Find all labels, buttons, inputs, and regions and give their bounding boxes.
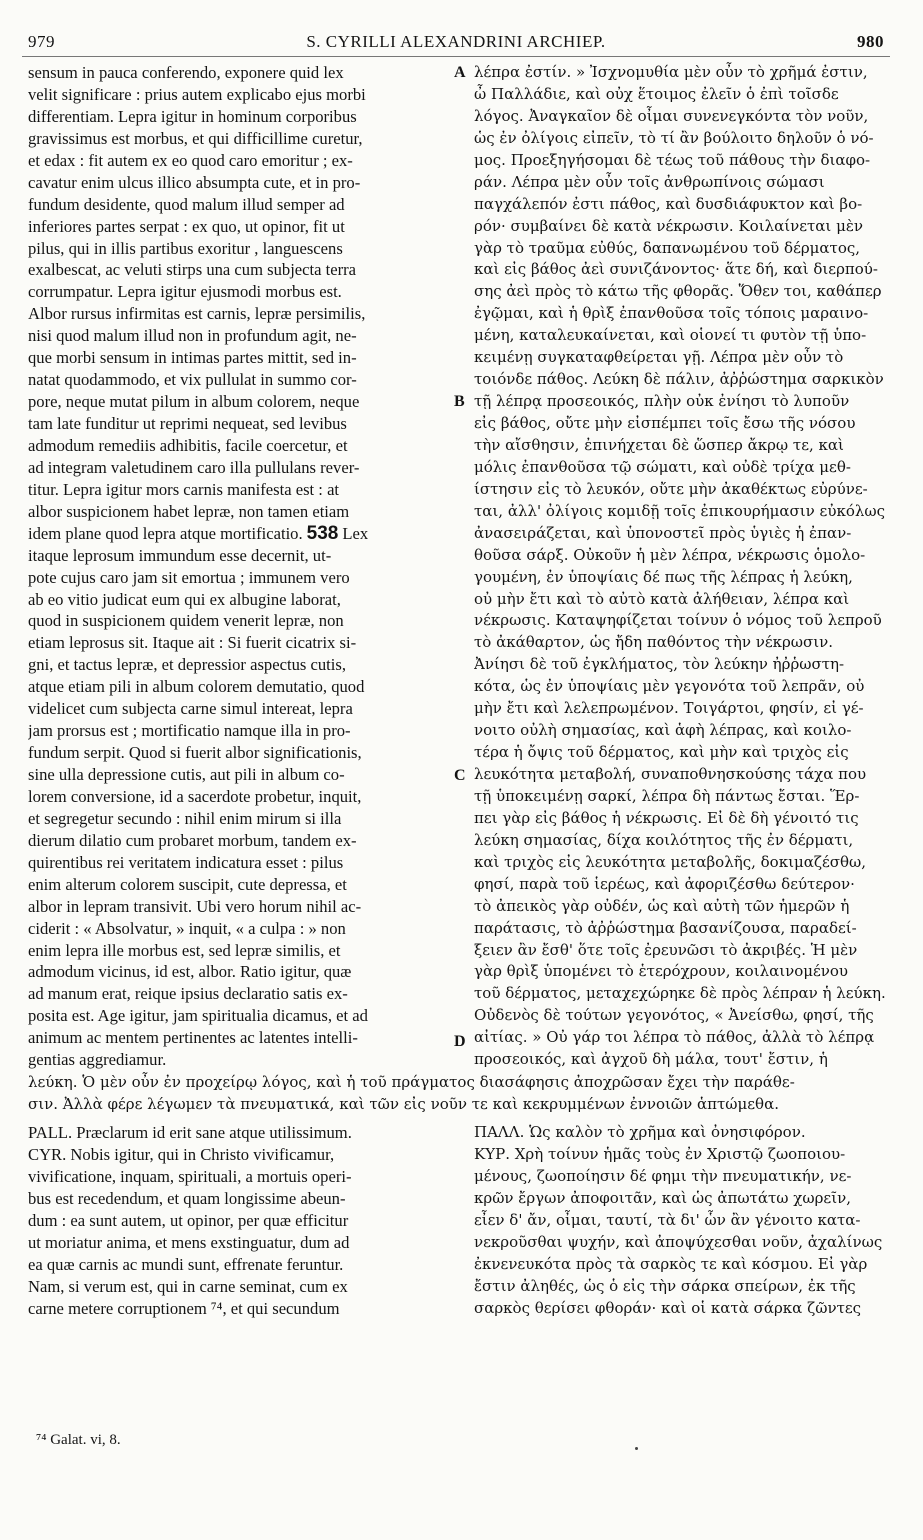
greek-line: παγχάλεπόν ἐστι πάθος, καὶ δυσδιάφυκτον καὶ βο- [474, 194, 863, 213]
greek-spanning-lines [28, 1072, 890, 1116]
greek-line: ράν. Λέπρα μὲν οὖν τοῖς ἀνθρωπίνοις σώμασι [474, 172, 825, 191]
latin-line: corrumpatur. Lepra igitur ejusmodi morbus est. [28, 282, 342, 302]
latin-text: Lex [342, 523, 369, 543]
greek-line: μένη, καταλευκαίνεται, καὶ οἱονεί τι φυτὸν τῇ ὑπο- [474, 326, 867, 345]
latin-line: carne metere corruptionem ⁷⁴, et qui secundum [28, 1298, 340, 1318]
greek-line: ΠΑΛΛ. Ὡς καλὸν τὸ χρῆμα καὶ ὀνησιφόρον. [474, 1123, 806, 1141]
latin-line: dierum dilatio cum probaret morbum, tandem ex- [28, 830, 357, 850]
latin-line: sensum in pauca conferendo, exponere quid lex [28, 63, 344, 82]
latin-line: CYR. Nobis igitur, qui in Christo vivificamur, [28, 1144, 335, 1164]
latin-line: quirentibus rei veritatem indicatura esset : pilus [28, 852, 344, 872]
greek-line: μὴν ἔτι καὶ λελεπρωμένον. Τοιγάρτοι, φησίν, εἰ γέ- [474, 699, 864, 718]
latin-line: pore, neque mutat pilum in album colorem, neque [28, 392, 360, 412]
latin-line: albor suspicionem habet lepræ, non tamen etiam [28, 501, 350, 521]
section-marker-b: B [454, 393, 465, 410]
greek-line: οὐ μὴν ἔτι καὶ τὸ αὐτὸ κατὰ ἀλήθειαν, λέπρα καὶ [474, 589, 850, 608]
latin-line: ab eo vitio judicat eum qui ex albugine laborat, [28, 589, 341, 609]
right-page-number: 980 [857, 32, 884, 51]
greek-line: μος. Προεξηγήσομαι δὲ τέως τοῦ πάθους τὴν διαφο- [474, 150, 871, 169]
latin-line: Albor rursus infirmitas est carnis, lepræ persimilis, [28, 304, 366, 324]
greek-span-line: σιν. Ἀλλὰ φέρε λέγωμεν τὰ πνευματικά, καὶ τῶν εἰς νοῦν τε καὶ κεκρυμμένων ἐννοιῶν ἁπτώμεθα. [28, 1094, 779, 1113]
latin-line: bus est recedendum, et quam longissime abeun- [28, 1188, 346, 1208]
greek-line: καὶ τριχὸς εἰς λευκότητα μεταβολῆς, δοκιμαζέσθω, [474, 852, 866, 871]
latin-line: nisi quod malum illud non in profundum agit, ne- [28, 326, 357, 346]
latin-line: dum : ea sunt autem, ut opinor, per quæ efficitur [28, 1210, 349, 1230]
latin-line: sine ulla depressione cutis, aut pili in album co- [28, 765, 345, 784]
greek-line: λεύκη σημασίας, δίχα κοιλότητος τῆς ἐν δέρματι, [474, 830, 854, 849]
greek-line: φησί, παρὰ τοῦ ἱερέως, καὶ ἀφοριζέσθω δεύτερον· [474, 874, 855, 893]
greek-span-line: λεύκη. Ὁ μὲν οὖν ἐν προχείρῳ λόγος, καὶ ἡ τοῦ πράγματος διασάφησις ἀποχρῶσαν ἔχει τὴν παράθε- [28, 1073, 795, 1091]
latin-line: natat quodammodo, et vix pullulat in summo cor- [28, 370, 357, 390]
latin-line: cavatur enim ulcus illico absumpta cute, et in pro- [28, 172, 361, 192]
latin-line: etiam leprosus sit. Itaque ait : Si fuerit cicatrix si- [28, 633, 357, 653]
latin-line: videlicet cum subjecta carne simul intereat, lepra [28, 699, 353, 719]
greek-line: γὰρ τὸ τραῦμα εὐθύς, δαπανωμένου τοῦ δέρματος, [474, 238, 861, 257]
latin-line: ea quæ carnis ac mundi sunt, effrenate feruntur. [28, 1254, 344, 1274]
greek-line: λευκότητα μεταβολή, συναποθνησκούσης τάχα που [474, 765, 867, 783]
latin-line: gni, et tactus lepræ, et depressior aspectus cutis, [28, 655, 346, 675]
running-title: S. CYRILLI ALEXANDRINI ARCHIEP. [306, 32, 606, 51]
latin-line: ad manum erat, reique ipsius declaratio satis ex- [28, 984, 348, 1004]
greek-line: τέρα ἡ ὄψις τοῦ δέρματος, καὶ μὴν καὶ τριχὸς εἰς [474, 743, 849, 762]
left-page-number: 979 [28, 32, 55, 51]
greek-line: σης ἀεὶ πρὸς τὸ κάτω τῆς φθορᾶς. Ὅθεν τοι, καθάπερ [474, 282, 882, 301]
greek-line: μένους, ζωοποίησιν δέ φημι τὴν πνευματικήν, νε- [474, 1166, 852, 1185]
latin-line: et edax : fit autem ex eo quod caro emoritur ; ex- [28, 150, 353, 170]
greek-line: κότα, ὡς ἐν ὑποψίαις μὲν γεγονότα τοῦ λεπρᾶν, οὐ [474, 677, 865, 696]
latin-text: idem plane quod lepra atque mortificatio. [28, 523, 303, 543]
latin-line: Nam, si verum est, qui in carne seminat, cum ex [28, 1276, 348, 1296]
latin-line: pote cujus caro jam sit emortua ; immunem vero [28, 567, 350, 587]
latin-line: exalbescat, ac veluti stirps una cum subjecta terra [28, 260, 357, 280]
greek-line: τῇ λέπρᾳ προσεοικός, πλὴν οὐκ ἐνίησι τὸ λυποῦν [474, 392, 850, 411]
greek-line: πει γὰρ εἰς βάθος ἡ νέκρωσις. Εἰ δὲ δὴ γένοιτό τις [474, 808, 859, 827]
greek-line: μόλις ἐπανθοῦσα τῷ σώματι, καὶ οὐδὲ τρίχα μεθ- [474, 457, 851, 476]
greek-line: σαρκὸς θερίσει φθοράν· καὶ οἱ κατὰ σάρκα ζῶντες [474, 1298, 862, 1317]
greek-line: ρόν· συμβαίνει δὲ κατὰ νέκρωσιν. Κοιλαίνεται μὲν [474, 216, 863, 235]
greek-line: ίστησιν εἰς τὸ λευκόν, οὔτε μὴν ἀκαθέκτως εὐρύνε- [474, 479, 868, 498]
latin-line: enim alterum colorem suscipit, cute depressa, et [28, 874, 347, 894]
greek-line: αἰτίας. » Οὐ γάρ τοι λέπρα τὸ πάθος, ἀλλὰ τὸ λέπρᾳ [474, 1028, 875, 1047]
latin-line: ciderit : « Absolvatur, » inquit, « a culpa : » non [28, 918, 346, 938]
latin-line: vivificatione, inquam, spirituali, a mortuis operi- [28, 1166, 352, 1186]
page-header [22, 22, 890, 57]
greek-line: λόγος. Ἀναγκαῖον δὲ οἶμαι συνενεγκόντα τὸν νοῦν, [474, 106, 869, 125]
latin-line: posita est. Age igitur, jam spiritualia dicamus, et ad [28, 1006, 368, 1026]
latin-line: fundum serpit. Quod si fuerit albor significationis, [28, 743, 362, 763]
greek-line: τὸ ἀπεικὸς γὰρ οὐδέν, ὡς καὶ αὐτὴ τῶν ἡμερῶν ἡ [474, 896, 850, 915]
greek-line: λέπρα ἐστίν. » Ἰσχνομυθία μὲν οὖν τὸ χρῆμά ἐστιν, [474, 63, 868, 81]
latin-line: tam late funditur ut reprimi nequeat, sed levibus [28, 414, 347, 433]
greek-column-bottom [474, 1122, 890, 1319]
latin-line: ad integram valetudinem caro illa pullulans rever- [28, 457, 360, 477]
greek-line: παράτασις, τὸ ἀῤῥώστημα βασανίζουσα, παραδεί- [474, 918, 857, 937]
latin-line: differentiam. Lepra igitur in hominum corporibus [28, 106, 357, 126]
greek-line: ὡς ἐν ὀλίγοις εἰπεῖν, τὸ τί ἂν βούλοιτο δηλοῦν ὁ νό- [474, 128, 874, 147]
greek-line: τῇ ὑποκειμένῃ σαρκί, λέπρα δὴ πάντως ἔσται. Ἕρ- [474, 786, 860, 805]
latin-line: PALL. Præclarum id erit sane atque utilissimum. [28, 1123, 352, 1142]
greek-line: ἀνασειράζεται, καὶ ὑπονοστεῖ πρὸς ὑγιὲς ἡ ἐπαν- [474, 523, 852, 542]
latin-line: jam prorsus est ; mortificatio namque illa in pro- [28, 721, 351, 741]
latin-line: que morbi sensum in intimas partes mittit, sed in- [28, 348, 357, 368]
greek-line: ἐγῷμαι, καὶ ἡ θρὶξ ἐπανθοῦσα τοῖς τόποις μαραινο- [474, 304, 869, 323]
greek-line: τὴν αἴσθησιν, ἐπινήχεται δὲ ὥσπερ ἄκρῳ τε, καὶ [474, 435, 844, 454]
greek-line: κειμένῃ συγκαταφθείρεται γῇ. Λέπρα μὲν οὖν τὸ [474, 348, 844, 367]
latin-line: pilus, qui in illis partibus exoritur , languescens [28, 238, 343, 258]
greek-line: ΚΥΡ. Χρὴ τοίνυν ἡμᾶς τοὺς ἐν Χριστῷ ζωοποιου- [474, 1144, 846, 1163]
greek-line: κρῶν ἔργων ἀποφοιτᾶν, καὶ ὡς ἀπωτάτω χωρεῖν, [474, 1188, 851, 1207]
latin-line: velit significare : prius autem explicabo ejus morbi [28, 84, 366, 104]
latin-line [28, 523, 452, 545]
latin-line: lorem conversione, id a sacerdote probetur, inquit, [28, 786, 362, 806]
latin-line: titur. Lepra igitur mors carnis manifesta est : at [28, 479, 340, 499]
greek-column-top [474, 62, 890, 1071]
latin-line: inferiores partes serpat : ex quo, ut opinor, fit ut [28, 216, 345, 236]
greek-line: Ἀνίησι δὲ τοῦ ἐγκλήματος, τὸν λεύκην ἠῤῥωστη- [474, 655, 845, 674]
latin-line: albor in lepram transivit. Ubi vero horum nihil ac- [28, 896, 362, 916]
greek-line: νεκροῦσθαι ψυχήν, καὶ ἀποψύχεσθαι νοῦν, ἀχαλίνως [474, 1232, 883, 1251]
greek-line: τοῦ δέρματος, μεταχεχώρηκε δὲ πρὸς λέπραν ἡ λεύκη. [474, 984, 886, 1003]
greek-line: καὶ εἰς βάθος ἀεὶ συνιζάνοντος· ἅτε δή, καὶ διερπού- [474, 260, 878, 279]
greek-line: εἰς βάθος, οὔτε μὴν εἰσπέμπει τοῖς ἔσω τῆς νόσου [474, 414, 856, 432]
footnote: ⁷⁴ Galat. vi, 8. [36, 1432, 121, 1448]
section-marker-c: C [454, 767, 466, 784]
page-dot [635, 1447, 638, 1450]
latin-line: ut moriatur anima, et mens exstinguatur, dum ad [28, 1232, 350, 1252]
greek-line: νέκρωσις. Καταψηφίζεται τοίνυν ὁ νόμος τοῦ λεπροῦ [474, 611, 882, 630]
latin-line: enim lepra ille morbus est, sed lepræ similis, et [28, 940, 341, 960]
latin-line: quod in suspicionem quidem venerit lepræ, non [28, 611, 344, 631]
greek-line: ὦ Παλλάδιε, καὶ οὐχ ἕτοιμος ἐλεῖν ὁ ἐπὶ τοῖσδε [474, 84, 839, 103]
greek-line: νοιτο οὐλὴ σημασίας, καὶ ἁφὴ λέπρας, καὶ κοιλο- [474, 721, 852, 740]
latin-line: fundum desidente, quod malum illud semper ad [28, 194, 345, 214]
latin-line: admodum vicinus, id est, albor. Ratio igitur, quæ [28, 962, 352, 982]
section-marker-a: A [454, 64, 466, 81]
greek-line: ἔστιν ἀληθές, ὡς ὁ εἰς τὴν σάρκα σπείρων, ἐκ τῆς [474, 1276, 856, 1295]
greek-line: εἶεν δ' ἄν, οἶμαι, ταυτί, τὰ δι' ὧν ἂν γένοιτο κατα- [474, 1210, 861, 1229]
greek-line: θοῦσα σάρξ. Οὐκοῦν ἡ μὲν λέπρα, νέκρωσις ὁμολο- [474, 545, 866, 564]
latin-line: itaque leprosum immundum esse decernit, ut- [28, 545, 332, 565]
section-marker-d: D [454, 1033, 466, 1050]
greek-line: γουμένη, ἐν ὑποψίαις δέ πως τῆς λέπρας ἡ λεύκη, [474, 567, 853, 586]
greek-line: ἐκνενευκότα πρὸς τὰ σαρκὸς τε καὶ κόσμου. Εἰ γὰρ [474, 1254, 868, 1273]
greek-line: τοιόνδε πάθος. Λεύκη δὲ πάλιν, ἀῤῥώστημα σαρκικὸν [474, 370, 884, 389]
marginal-number-538: 538 [306, 522, 339, 544]
latin-line: atque etiam pili in album colorem demutatio, quod [28, 677, 365, 697]
greek-line: προσεοικός, καὶ ἀγχοῦ δὴ μάλα, τουτ' ἔστιν, ἡ [474, 1050, 828, 1069]
greek-line: τὸ ἀκάθαρτον, ὡς ἤδη παθόντος τὴν νέκρωσιν. [474, 633, 834, 652]
latin-line: et segregetur secundo : nihil enim mirum si illa [28, 808, 342, 828]
latin-line: gravissimus est morbus, et qui difficillime curetur, [28, 128, 363, 148]
latin-line: gentias aggrediamur. [28, 1050, 167, 1070]
greek-line: γὰρ θρὶξ ὑπομένει τὸ ἑτερόχρουν, κοιλαινομένου [474, 962, 849, 981]
greek-line: ξειεν ἂν ἔσθ' ὅτε τοῖς ἐρευνῶσι τὸ ἀκριβές. Ἡ μὲν [474, 940, 858, 959]
greek-line: ται, ἀλλ' ὀλίγοις κομιδῇ τοῖς ἐπικουρήμασιν εὐκόλως [474, 501, 885, 520]
latin-column-bottom [28, 1122, 452, 1319]
latin-column-top [28, 62, 452, 1071]
greek-line: Οὐδενὸς δὲ τούτων γεγονότος, « Ἀνείσθω, φησί, τῆς [474, 1006, 874, 1025]
latin-line: animum ac mentem pertinentes ac latentes intelli- [28, 1028, 358, 1048]
latin-line: admodum remediis adhibitis, facile coercetur, et [28, 435, 348, 455]
